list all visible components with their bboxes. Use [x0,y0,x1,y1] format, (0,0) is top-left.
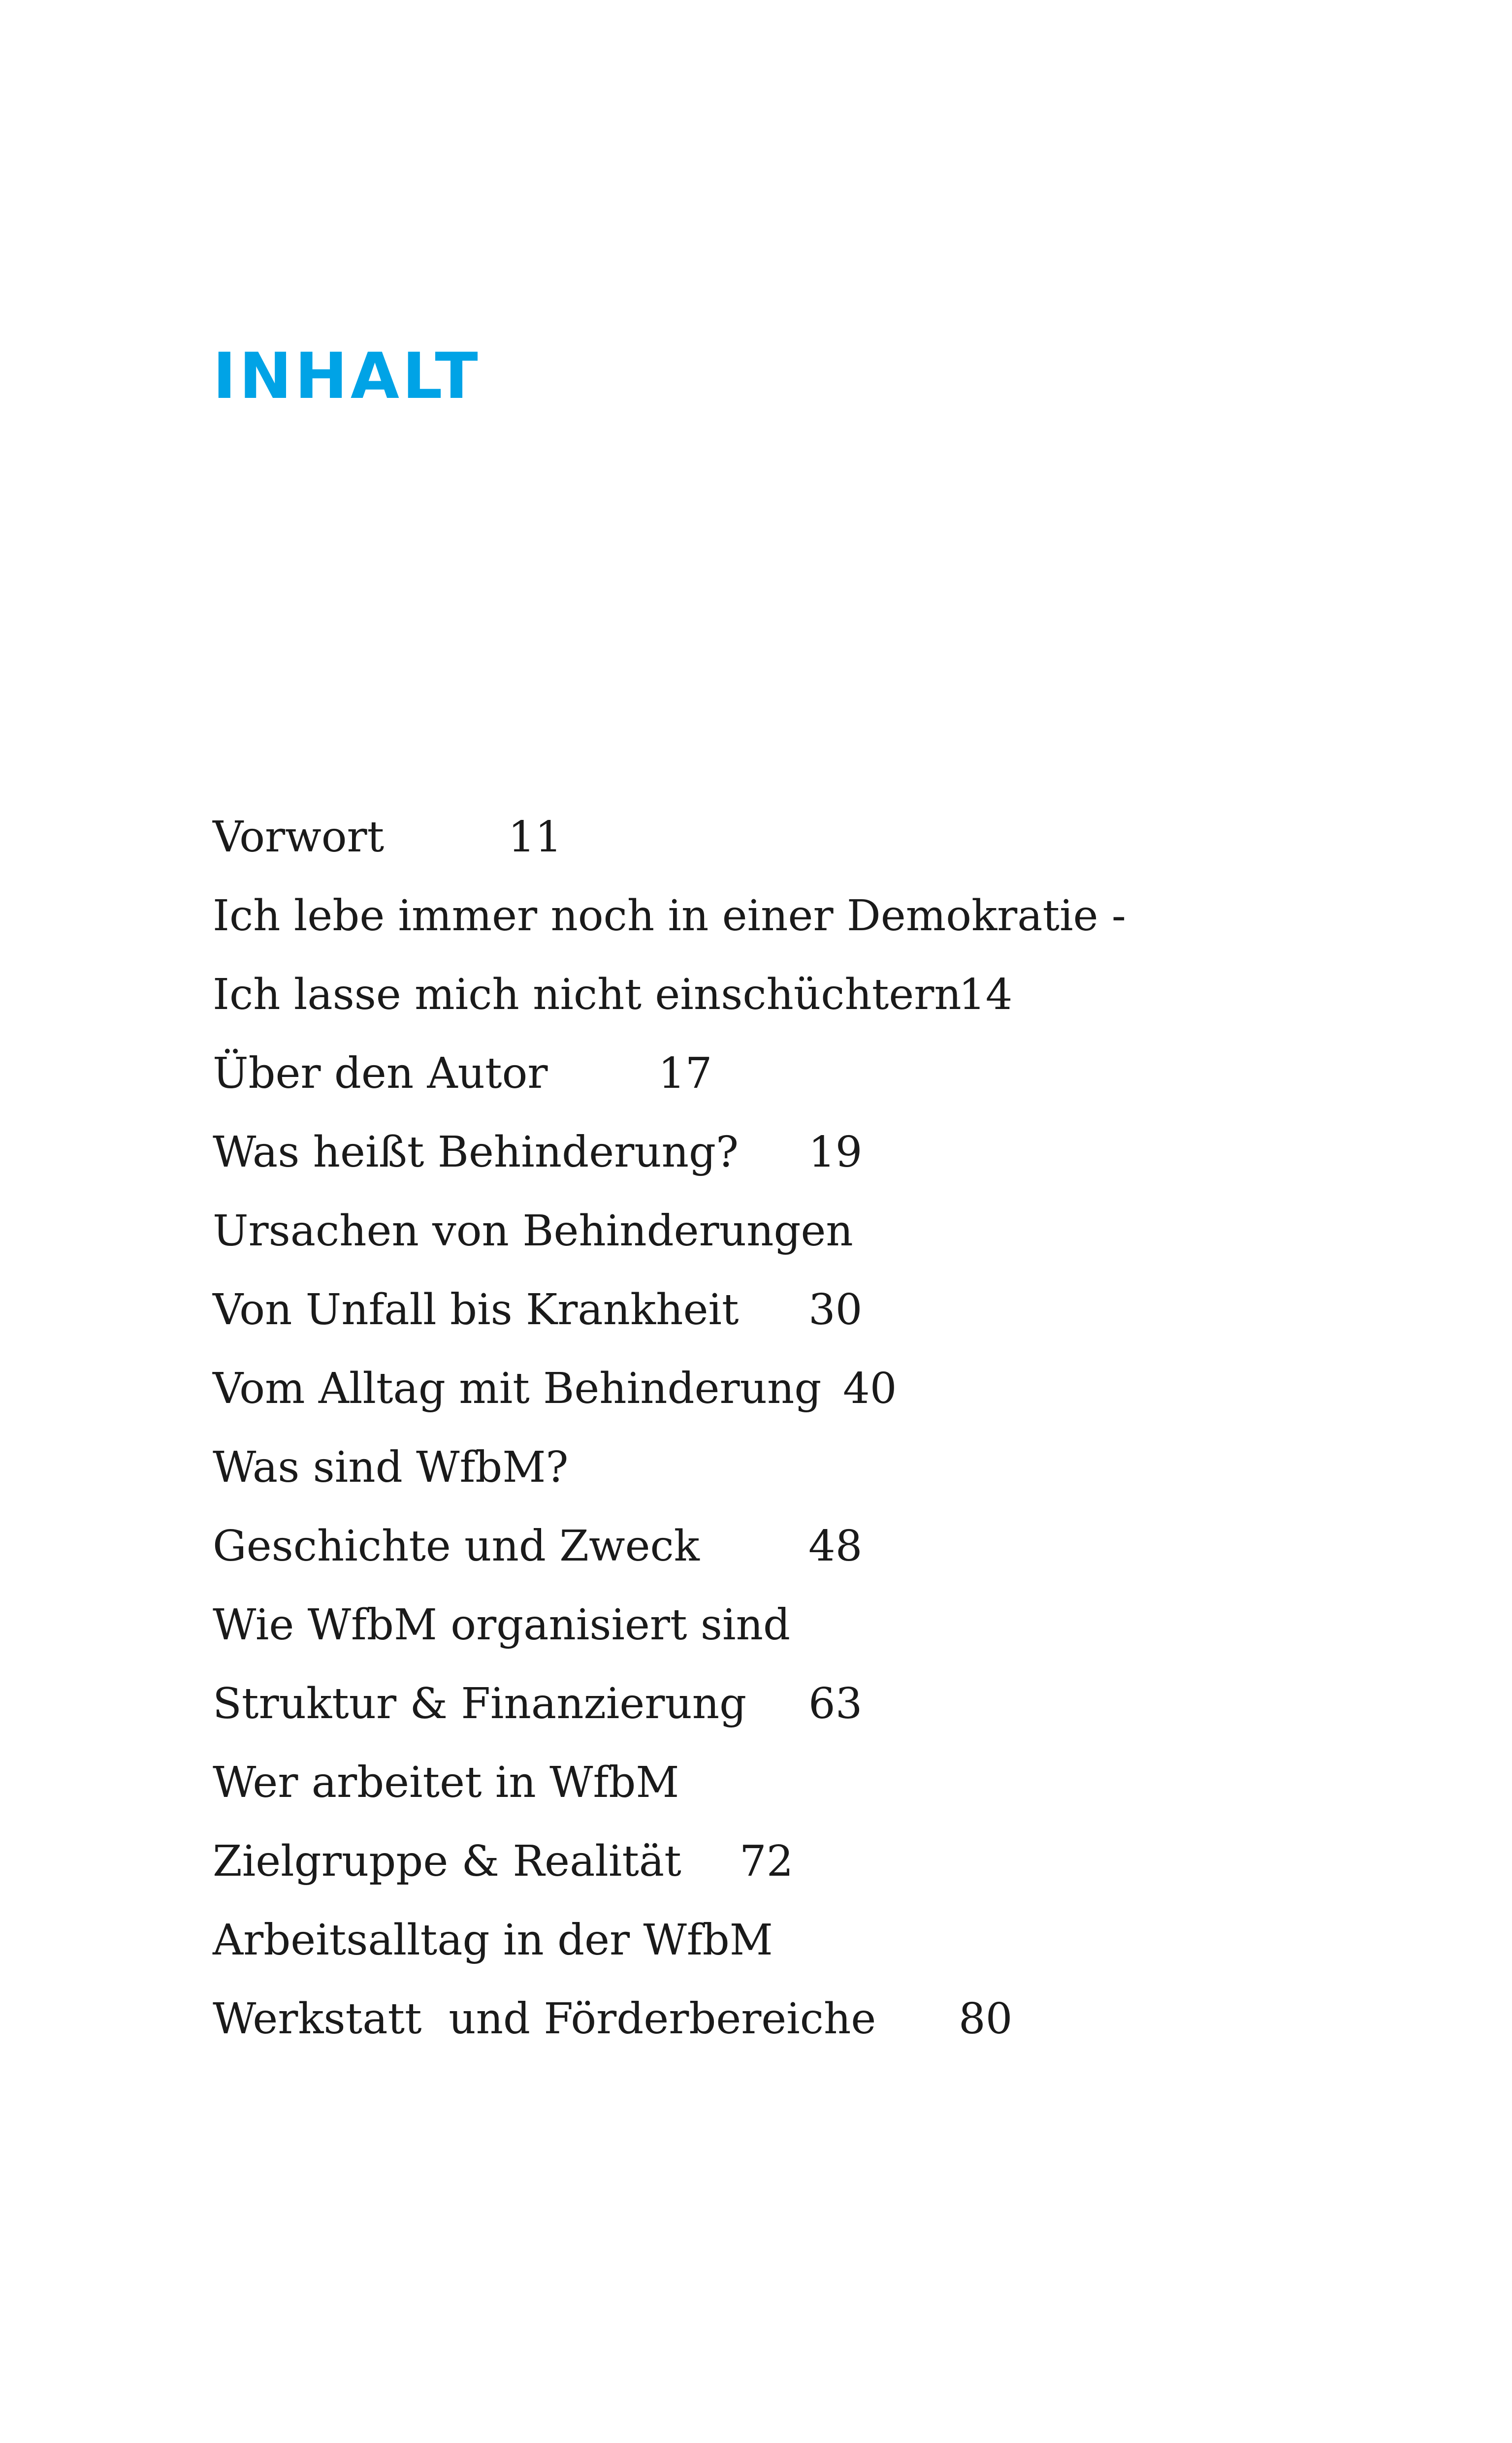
toc-entry [213,1428,1394,1507]
toc-entry-title: Geschichte und Zweck [213,1522,700,1571]
toc-entry-title: Vom Alltag mit Behinderung [213,1364,822,1413]
toc-entry-page: 17 [658,1049,712,1098]
toc-entry-title: Wer arbeitet in WfbM [213,1758,679,1807]
toc-entry-title: Über den Autor [213,1049,548,1098]
toc-entry-title: Ich lasse mich nicht einschüchtern [213,970,962,1019]
toc-entry-title: Werkstatt und Förderbereiche [213,1994,876,2044]
toc-entry-title: Arbeitsalltag in der WfbM [213,1916,773,1965]
toc-entry-title: Ich lebe immer noch in einer Demokratie - [213,891,1126,941]
toc-entry-title: Was sind WfbM? [213,1443,569,1492]
toc-entry [213,1586,1394,1664]
toc-entry [213,955,1394,1034]
table-of-contents [213,798,1394,2058]
toc-entry-title: Ursachen von Behinderungen [213,1206,853,1256]
toc-entry-page: 30 [808,1285,863,1335]
toc-entry-page: 72 [740,1837,794,1886]
toc-entry [213,877,1394,955]
toc-entry-page: 80 [959,1994,1013,2044]
toc-entry-page: 14 [959,970,1013,1019]
toc-entry-page: 19 [808,1128,863,1177]
toc-entry [213,1349,1394,1428]
toc-entry [213,1113,1394,1192]
toc-entry-page: 40 [843,1364,897,1413]
toc-entry [213,1192,1394,1270]
toc-entry-title: Struktur & Finanzierung [213,1679,747,1728]
toc-entry [213,1270,1394,1349]
toc-entry [213,1034,1394,1113]
toc-entry [213,1507,1394,1586]
toc-entry-title: Vorwort [213,813,385,862]
toc-entry [213,1664,1394,1743]
toc-entry [213,1822,1394,1901]
toc-entry-page: 48 [808,1522,863,1571]
toc-entry-page: 63 [808,1679,863,1728]
page-title: INHALT [213,340,481,413]
toc-entry-title: Von Unfall bis Krankheit [213,1285,739,1335]
toc-entry-page: 11 [508,813,562,862]
toc-entry [213,1743,1394,1822]
toc-entry-title: Wie WfbM organisiert sind [213,1600,791,1650]
toc-entry-title: Zielgruppe & Realität [213,1837,681,1886]
toc-entry-title: Was heißt Behinderung? [213,1128,739,1177]
toc-entry [213,1980,1394,2058]
toc-entry [213,798,1394,877]
toc-entry [213,1901,1394,1980]
